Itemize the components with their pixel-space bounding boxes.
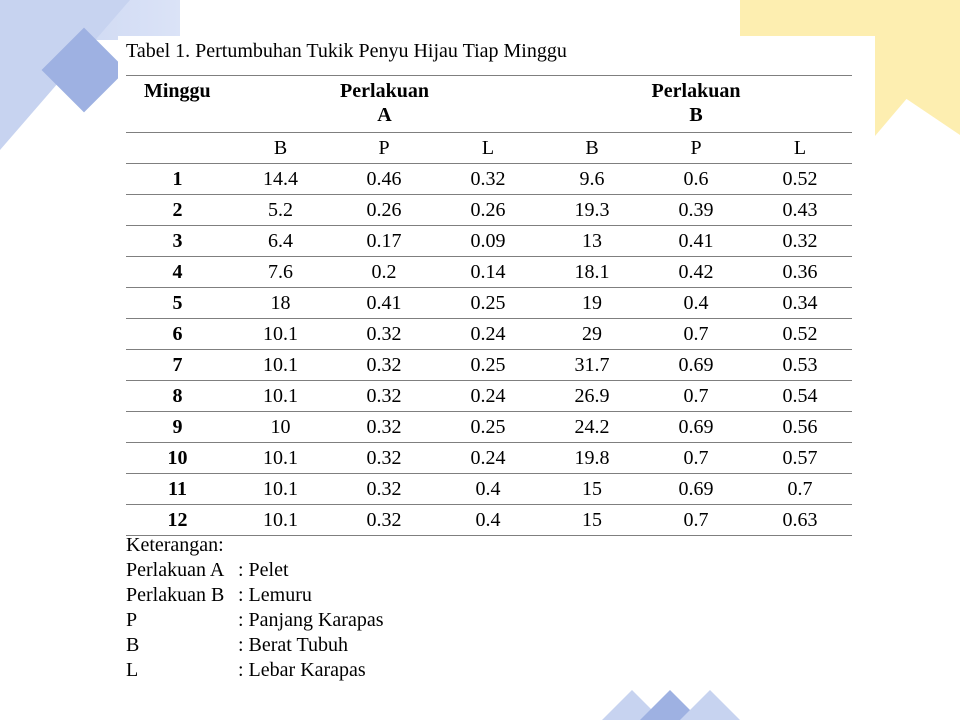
value-cell: 0.52 — [748, 164, 852, 195]
value-cell: 0.39 — [644, 195, 748, 226]
value-cell: 0.43 — [748, 195, 852, 226]
value-cell: 10.1 — [229, 381, 332, 412]
subheader-b-p: P — [644, 133, 748, 164]
value-cell: 0.32 — [332, 474, 436, 505]
table-row — [126, 195, 852, 226]
table-row — [126, 412, 852, 443]
note-value: : Lemuru — [238, 584, 312, 606]
header-perlakuan-a-line1: Perlakuan — [340, 80, 429, 102]
header-perlakuan-b — [540, 76, 852, 133]
note-value: : Panjang Karapas — [238, 609, 384, 631]
value-cell: 10.1 — [229, 505, 332, 536]
table-row — [126, 381, 852, 412]
value-cell: 0.69 — [644, 412, 748, 443]
value-cell: 0.46 — [332, 164, 436, 195]
week-cell: 12 — [126, 505, 229, 536]
subheader-empty — [126, 133, 229, 164]
note-key: L — [126, 659, 139, 681]
value-cell: 0.56 — [748, 412, 852, 443]
note-item — [126, 658, 384, 683]
decor-yellow-side-triangle — [875, 36, 960, 136]
notes — [126, 533, 384, 683]
value-cell: 0.17 — [332, 226, 436, 257]
table-row — [126, 443, 852, 474]
week-cell: 11 — [126, 474, 229, 505]
subheader-a-p: P — [332, 133, 436, 164]
note-key: Perlakuan B — [126, 584, 225, 606]
table-row — [126, 474, 852, 505]
value-cell: 0.4 — [644, 288, 748, 319]
value-cell: 0.32 — [332, 505, 436, 536]
header-perlakuan-b-line1: Perlakuan — [651, 80, 741, 102]
note-key: P — [126, 609, 138, 631]
value-cell: 0.52 — [748, 319, 852, 350]
slide-content — [118, 36, 875, 686]
value-cell: 0.25 — [436, 288, 540, 319]
value-cell: 9.6 — [540, 164, 644, 195]
week-cell: 2 — [126, 195, 229, 226]
value-cell: 19.8 — [540, 443, 644, 474]
value-cell: 0.57 — [748, 443, 852, 474]
value-cell: 0.32 — [332, 319, 436, 350]
week-cell: 1 — [126, 164, 229, 195]
week-cell: 4 — [126, 257, 229, 288]
value-cell: 0.2 — [332, 257, 436, 288]
note-item — [126, 583, 384, 608]
header-perlakuan-b-line2: B — [689, 104, 703, 126]
value-cell: 0.36 — [748, 257, 852, 288]
value-cell: 0.7 — [644, 319, 748, 350]
table-row — [126, 319, 852, 350]
value-cell: 0.25 — [436, 412, 540, 443]
value-cell: 15 — [540, 505, 644, 536]
week-cell: 6 — [126, 319, 229, 350]
value-cell: 18 — [229, 288, 332, 319]
subheader-a-b: B — [229, 133, 332, 164]
value-cell: 0.25 — [436, 350, 540, 381]
table-header-row — [126, 76, 852, 133]
decor-blue-bottom-right — [680, 690, 740, 720]
value-cell: 0.7 — [644, 381, 748, 412]
value-cell: 0.32 — [436, 164, 540, 195]
value-cell: 15 — [540, 474, 644, 505]
value-cell: 19.3 — [540, 195, 644, 226]
value-cell: 7.6 — [229, 257, 332, 288]
value-cell: 0.24 — [436, 381, 540, 412]
header-minggu: Minggu — [126, 76, 229, 133]
note-value: : Berat Tubuh — [238, 634, 349, 656]
week-cell: 10 — [126, 443, 229, 474]
value-cell: 0.26 — [332, 195, 436, 226]
table-row — [126, 505, 852, 536]
note-key: Perlakuan A — [126, 559, 225, 581]
table-row — [126, 226, 852, 257]
value-cell: 0.32 — [332, 381, 436, 412]
note-key: B — [126, 634, 140, 656]
value-cell: 0.41 — [332, 288, 436, 319]
value-cell: 10.1 — [229, 443, 332, 474]
value-cell: 6.4 — [229, 226, 332, 257]
value-cell: 0.7 — [644, 505, 748, 536]
subheader-a-l: L — [436, 133, 540, 164]
note-value: : Pelet — [238, 559, 289, 581]
value-cell: 0.4 — [436, 505, 540, 536]
notes-title: Keterangan: — [126, 534, 224, 556]
value-cell: 0.4 — [436, 474, 540, 505]
table-row — [126, 257, 852, 288]
table-subheader-row — [126, 133, 852, 164]
table-row — [126, 288, 852, 319]
value-cell: 0.69 — [644, 350, 748, 381]
value-cell: 0.32 — [332, 443, 436, 474]
note-item — [126, 608, 384, 633]
notes-list — [126, 558, 384, 683]
value-cell: 0.14 — [436, 257, 540, 288]
growth-table — [126, 75, 852, 536]
value-cell: 31.7 — [540, 350, 644, 381]
value-cell: 18.1 — [540, 257, 644, 288]
value-cell: 10.1 — [229, 474, 332, 505]
note-item — [126, 633, 384, 658]
header-perlakuan-a-line2: A — [377, 104, 392, 126]
value-cell: 24.2 — [540, 412, 644, 443]
table-row — [126, 164, 852, 195]
value-cell: 0.34 — [748, 288, 852, 319]
header-perlakuan-a — [229, 76, 540, 133]
value-cell: 10.1 — [229, 350, 332, 381]
week-cell: 9 — [126, 412, 229, 443]
value-cell: 0.42 — [644, 257, 748, 288]
value-cell: 0.54 — [748, 381, 852, 412]
value-cell: 0.32 — [332, 412, 436, 443]
value-cell: 0.7 — [748, 474, 852, 505]
value-cell: 0.41 — [644, 226, 748, 257]
value-cell: 29 — [540, 319, 644, 350]
week-cell: 8 — [126, 381, 229, 412]
week-cell: 3 — [126, 226, 229, 257]
value-cell: 13 — [540, 226, 644, 257]
value-cell: 5.2 — [229, 195, 332, 226]
table-body — [126, 164, 852, 536]
note-item — [126, 558, 384, 583]
value-cell: 0.32 — [332, 350, 436, 381]
value-cell: 26.9 — [540, 381, 644, 412]
value-cell: 0.26 — [436, 195, 540, 226]
table-row — [126, 350, 852, 381]
value-cell: 10 — [229, 412, 332, 443]
note-value: : Lebar Karapas — [238, 659, 366, 681]
value-cell: 0.63 — [748, 505, 852, 536]
value-cell: 0.24 — [436, 319, 540, 350]
value-cell: 0.24 — [436, 443, 540, 474]
value-cell: 0.53 — [748, 350, 852, 381]
subheader-b-l: L — [748, 133, 852, 164]
week-cell: 5 — [126, 288, 229, 319]
value-cell: 0.6 — [644, 164, 748, 195]
value-cell: 0.09 — [436, 226, 540, 257]
value-cell: 19 — [540, 288, 644, 319]
value-cell: 0.7 — [644, 443, 748, 474]
value-cell: 10.1 — [229, 319, 332, 350]
value-cell: 0.69 — [644, 474, 748, 505]
table-caption: Tabel 1. Pertumbuhan Tukik Penyu Hijau Tiap Minggu — [126, 40, 567, 62]
subheader-b-b: B — [540, 133, 644, 164]
value-cell: 0.32 — [748, 226, 852, 257]
value-cell: 14.4 — [229, 164, 332, 195]
week-cell: 7 — [126, 350, 229, 381]
